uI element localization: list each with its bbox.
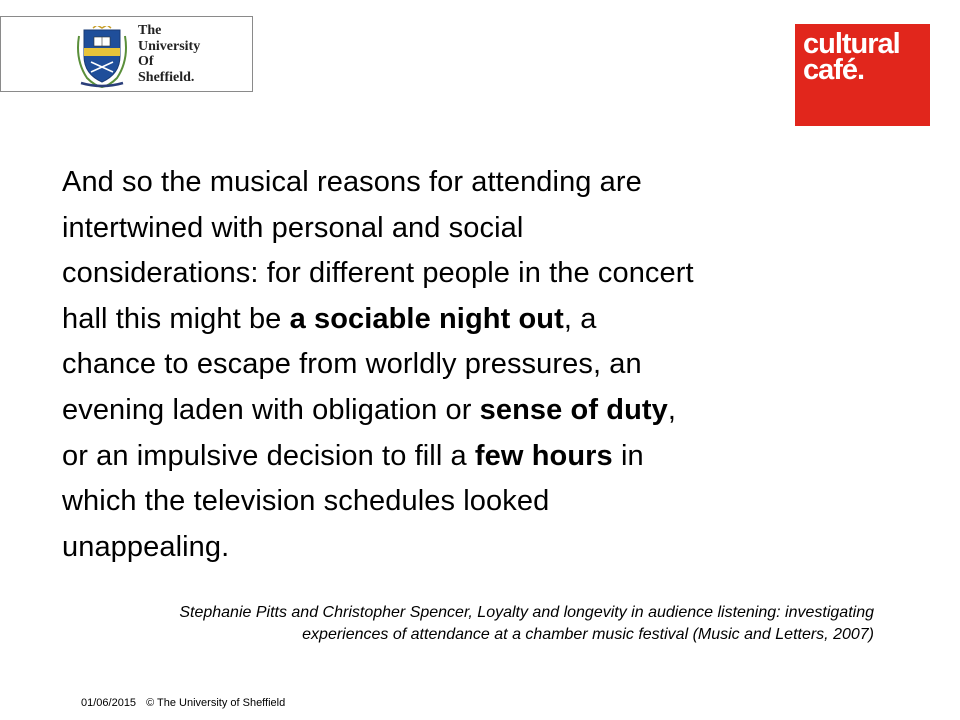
quote-line: intertwined with personal and social [62, 211, 524, 244]
slide-footer [81, 697, 285, 709]
footer-copyright: © The University of Sheffield [146, 697, 286, 709]
quote-text: or an impulsive decision to fill a [62, 439, 475, 472]
main-quote [62, 160, 892, 570]
citation [34, 602, 874, 646]
university-wordmark-line: Sheffield. [138, 69, 195, 85]
footer-date: 01/06/2015 [81, 697, 137, 709]
quote-line [62, 388, 892, 434]
university-wordmark-line: University [138, 38, 201, 54]
citation-line: experiences of attendance at a chamber music festival (Music and Letters, 2007) [302, 626, 874, 643]
university-crest-icon [73, 26, 131, 88]
quote-emphasis-few-hours: few hours [474, 439, 613, 472]
cafe-logo-line: cultural [803, 28, 900, 60]
university-wordmark-line: The [138, 23, 162, 38]
cultural-cafe-wordmark [803, 28, 900, 86]
quote-emphasis-sociable-night-out: a sociable night out [289, 302, 564, 335]
university-wordmark [138, 23, 200, 85]
cultural-cafe-logo [795, 24, 930, 126]
university-logo [0, 16, 253, 92]
quote-line [62, 297, 892, 343]
quote-line: chance to escape from worldly pressures, an [62, 348, 642, 381]
quote-text: , [667, 393, 677, 426]
quote-text: hall this might be [62, 302, 290, 335]
quote-text: , a [563, 302, 597, 335]
quote-line [62, 434, 892, 480]
quote-text: evening laden with obligation or [62, 393, 480, 426]
citation-line: Stephanie Pitts and Christopher Spencer, Loyalty and longevity in audience listening: investigating [179, 604, 874, 621]
cafe-logo-line: café. [803, 54, 865, 86]
quote-emphasis-sense-of-duty: sense of duty [479, 393, 668, 426]
quote-line: And so the musical reasons for attending are [62, 166, 642, 198]
quote-line: which the television schedules looked [62, 485, 550, 518]
quote-text: in [612, 439, 644, 472]
university-wordmark-line: Of [138, 54, 154, 69]
quote-line: considerations: for different people in the concert [62, 257, 694, 290]
quote-line: unappealing. [62, 530, 230, 563]
